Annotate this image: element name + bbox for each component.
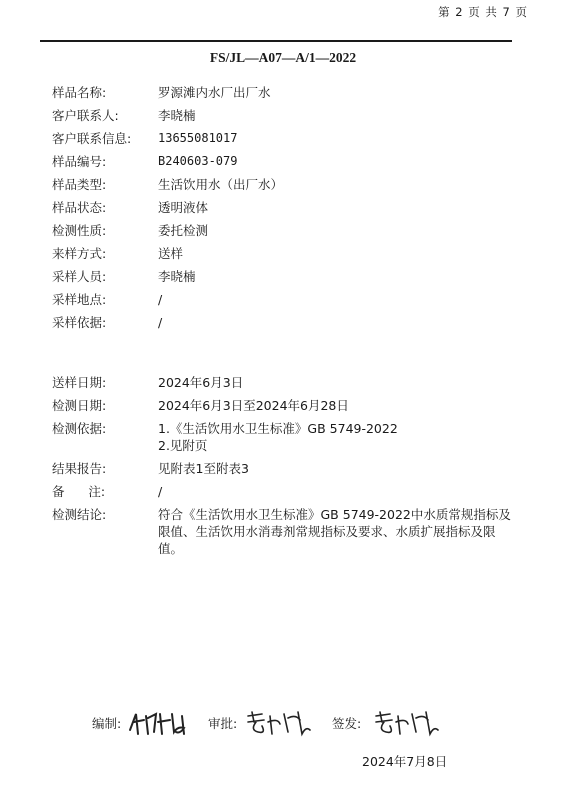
field-value: 李晓楠 [158,269,196,284]
field-value: 2.见附页 [158,438,208,453]
field-value: 13655081017 [158,131,238,145]
signer-label: 签发: [332,716,362,731]
field-value: 送样 [158,246,184,261]
field-value: 2024年6月3日 [158,375,244,390]
field-label: 采样人员: [52,269,107,284]
field-value: 符合《生活饮用水卫生标准》GB 5749-2022中水质常规指标及限值、生活饮用水消毒剂常规指标及要求、水质扩展指标及限值。 [158,507,511,556]
field-value: 透明液体 [158,200,209,215]
field-label: 样品状态: [52,200,107,215]
field-value: 李晓楠 [158,108,196,123]
field-value: / [158,292,163,307]
page-number: 第 2 页 共 7 页 [438,5,528,19]
field-label: 检测性质: [52,223,107,238]
compiler-signature [126,708,196,738]
signer-signature [372,708,442,738]
field-value: 生活饮用水（出厂水） [158,177,284,192]
field-label: 检测依据: [52,421,107,436]
signature-row [0,708,566,738]
field-value: / [158,484,163,499]
field-value: 见附表1至附表3 [158,461,249,476]
field-value: 罗源滩内水厂出厂水 [158,85,271,100]
field-label: 采样地点: [52,292,107,307]
field-label: 来样方式: [52,246,107,261]
reviewer-label: 审批: [208,716,238,731]
field-value: 委托检测 [158,223,209,238]
field-label: 备 注: [52,484,106,499]
field-label: 样品类型: [52,177,107,192]
field-label: 采样依据: [52,315,107,330]
field-value: 2024年6月3日至2024年6月28日 [158,398,349,413]
field-label: 样品编号: [52,154,107,169]
field-value: B240603-079 [158,154,238,168]
field-label: 结果报告: [52,461,107,476]
document-code: FS/JL—A07—A/1—2022 [209,50,357,65]
field-label: 检测结论: [52,507,107,522]
field-label: 客户联系信息: [52,131,132,146]
field-label: 检测日期: [52,398,107,413]
field-label: 客户联系人: [52,108,119,123]
reviewer-signature [244,708,314,738]
field-label: 送样日期: [52,375,107,390]
field-value: 1.《生活饮用水卫生标准》GB 5749-2022 [158,421,398,436]
issue-date: 2024年7月8日 [362,754,448,769]
field-value: / [158,315,163,330]
compiler-label: 编制: [92,716,122,731]
field-label: 样品名称: [52,85,107,100]
